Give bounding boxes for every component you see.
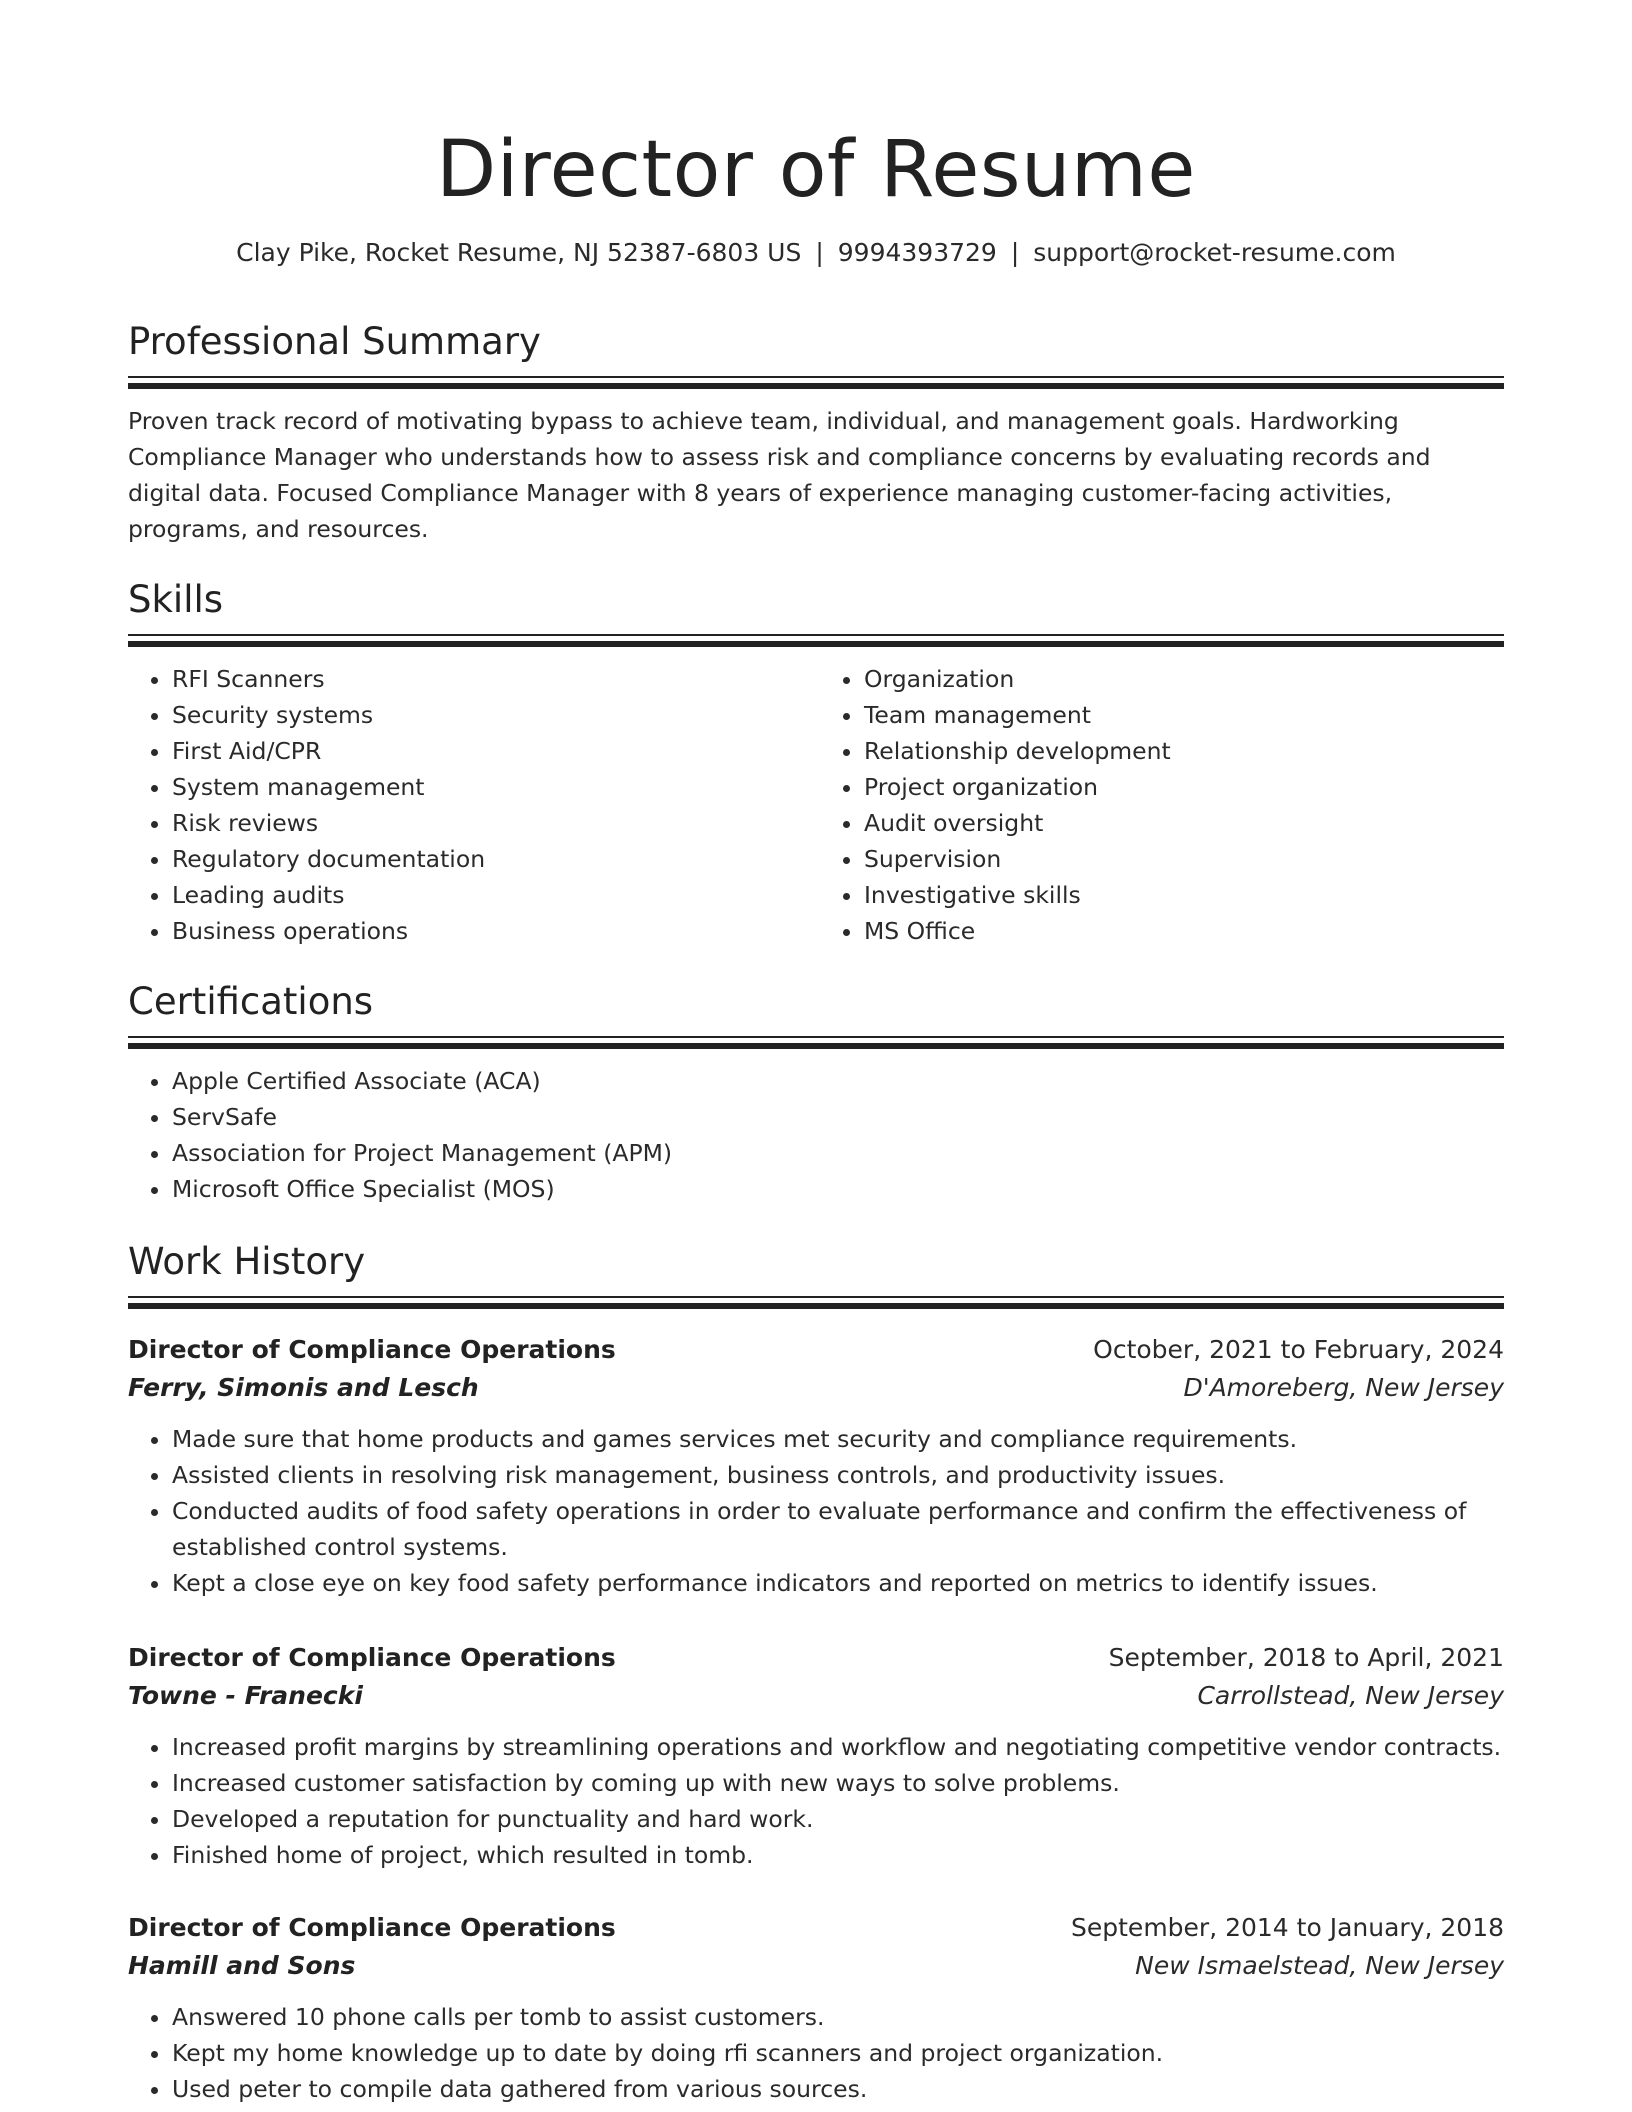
- section-divider: [128, 634, 1504, 636]
- job-header-row: [128, 1331, 1504, 1369]
- section-divider: [128, 1043, 1504, 1049]
- job-dates: September, 2018 to April, 2021: [1108, 1643, 1504, 1672]
- section-divider: [128, 1036, 1504, 1038]
- job-bullet: • Developed a reputation for punctuality and hard work.: [172, 1801, 1504, 1837]
- job-entry: [128, 1639, 1504, 1873]
- skill-item: • MS Office: [864, 913, 1504, 949]
- work-history-section: [128, 1238, 1504, 1309]
- certifications-list: [128, 1063, 1504, 1207]
- section-heading-work-history: Work History: [128, 1240, 366, 1283]
- section-heading-certifications: Certifications: [128, 980, 374, 1023]
- job-location: Carrollstead, New Jersey: [1197, 1681, 1504, 1710]
- skill-item: • System management: [172, 769, 816, 805]
- job-entry: [128, 1331, 1504, 1601]
- skill-item: • Leading audits: [172, 877, 816, 913]
- certification-item: • Association for Project Management (APM): [172, 1135, 1504, 1171]
- skill-item: • Supervision: [864, 841, 1504, 877]
- summary-text: Proven track record of motivating bypass to achieve team, individual, and management goals. Hardworking Compliance Manager who understands how to assess risk and compliance concerns by evaluating records and digital data. Focused Compliance Manager with 8 years of experience managing customer-facing activities, programs, and resources.: [128, 407, 1431, 543]
- skills-list-left: [128, 661, 816, 949]
- skill-item: • Relationship development: [864, 733, 1504, 769]
- skill-item: • Organization: [864, 661, 1504, 697]
- resume-page: [128, 0, 1504, 2103]
- job-location: D'Amoreberg, New Jersey: [1183, 1373, 1504, 1402]
- job-bullet-list: [128, 1729, 1504, 1873]
- section-heading-skills: Skills: [128, 578, 224, 621]
- skill-item: • Audit oversight: [864, 805, 1504, 841]
- section-divider: [128, 1296, 1504, 1298]
- job-subheader-row: [128, 1947, 1504, 1985]
- skill-item: • Investigative skills: [864, 877, 1504, 913]
- skill-item: • Project organization: [864, 769, 1504, 805]
- skills-columns: [128, 647, 1504, 949]
- job-bullet: • Made sure that home products and games services met security and compliance requirements.: [172, 1421, 1504, 1457]
- contact-separator: |: [815, 238, 824, 267]
- job-company: Ferry, Simonis and Lesch: [128, 1373, 479, 1402]
- contact-address: Clay Pike, Rocket Resume, NJ 52387-6803 US: [236, 238, 802, 267]
- section-divider: [128, 376, 1504, 378]
- contact-phone: 9994393729: [837, 238, 997, 267]
- job-title: Director of Compliance Operations: [128, 1913, 616, 1942]
- job-subheader-row: [128, 1369, 1504, 1407]
- job-bullet: • Answered 10 phone calls per tomb to assist customers.: [172, 1999, 1504, 2035]
- skill-item: • RFI Scanners: [172, 661, 816, 697]
- job-bullet: • Finished home of project, which resulted in tomb.: [172, 1837, 1504, 1873]
- skill-item: • Risk reviews: [172, 805, 816, 841]
- job-bullet: • Kept a close eye on key food safety performance indicators and reported on metrics to identify issues.: [172, 1565, 1504, 1601]
- certification-item: • ServSafe: [172, 1099, 1504, 1135]
- job-company: Hamill and Sons: [128, 1951, 356, 1980]
- job-header-row: [128, 1639, 1504, 1677]
- resume-title: Director of Resume: [436, 125, 1196, 215]
- section-divider: [128, 1303, 1504, 1309]
- job-company: Towne - Franecki: [128, 1681, 363, 1710]
- job-bullet: • Assisted clients in resolving risk management, business controls, and productivity issues.: [172, 1457, 1504, 1493]
- job-entry: [128, 1909, 1504, 2107]
- job-subheader-row: [128, 1677, 1504, 1715]
- job-bullet: • Increased customer satisfaction by coming up with new ways to solve problems.: [172, 1765, 1504, 1801]
- summary-section: [128, 318, 1504, 547]
- skill-item: • Team management: [864, 697, 1504, 733]
- job-bullet: • Increased profit margins by streamlining operations and workflow and negotiating competitive vendor contracts.: [172, 1729, 1504, 1765]
- job-title: Director of Compliance Operations: [128, 1643, 616, 1672]
- skill-item: • Business operations: [172, 913, 816, 949]
- contact-email[interactable]: support@rocket-resume.com: [1033, 238, 1396, 267]
- job-location: New Ismaelstead, New Jersey: [1135, 1951, 1504, 1980]
- section-heading-summary: Professional Summary: [128, 320, 541, 363]
- skill-item: • First Aid/CPR: [172, 733, 816, 769]
- skills-column-left: [128, 647, 816, 949]
- job-bullet: • Conducted audits of food safety operations in order to evaluate performance and confirm the effectiveness of established control systems.: [172, 1493, 1504, 1565]
- section-divider: [128, 383, 1504, 389]
- job-bullet-list: [128, 1999, 1504, 2107]
- job-dates: September, 2014 to January, 2018: [1071, 1913, 1504, 1942]
- certification-item: • Microsoft Office Specialist (MOS): [172, 1171, 1504, 1207]
- skill-item: • Regulatory documentation: [172, 841, 816, 877]
- contact-line: [128, 236, 1504, 270]
- skill-item: • Security systems: [172, 697, 816, 733]
- certification-item: • Apple Certified Associate (ACA): [172, 1063, 1504, 1099]
- skills-list-right: [816, 661, 1504, 949]
- job-bullet: • Used peter to compile data gathered from various sources.: [172, 2071, 1504, 2107]
- job-title: Director of Compliance Operations: [128, 1335, 616, 1364]
- job-header-row: [128, 1909, 1504, 1947]
- skills-section: [128, 576, 1504, 949]
- contact-separator: |: [1010, 238, 1020, 267]
- certifications-section: [128, 978, 1504, 1207]
- job-bullet: • Kept my home knowledge up to date by doing rfi scanners and project organization.: [172, 2035, 1504, 2071]
- skills-column-right: [816, 647, 1504, 949]
- job-dates: October, 2021 to February, 2024: [1093, 1335, 1504, 1364]
- job-bullet-list: [128, 1421, 1504, 1601]
